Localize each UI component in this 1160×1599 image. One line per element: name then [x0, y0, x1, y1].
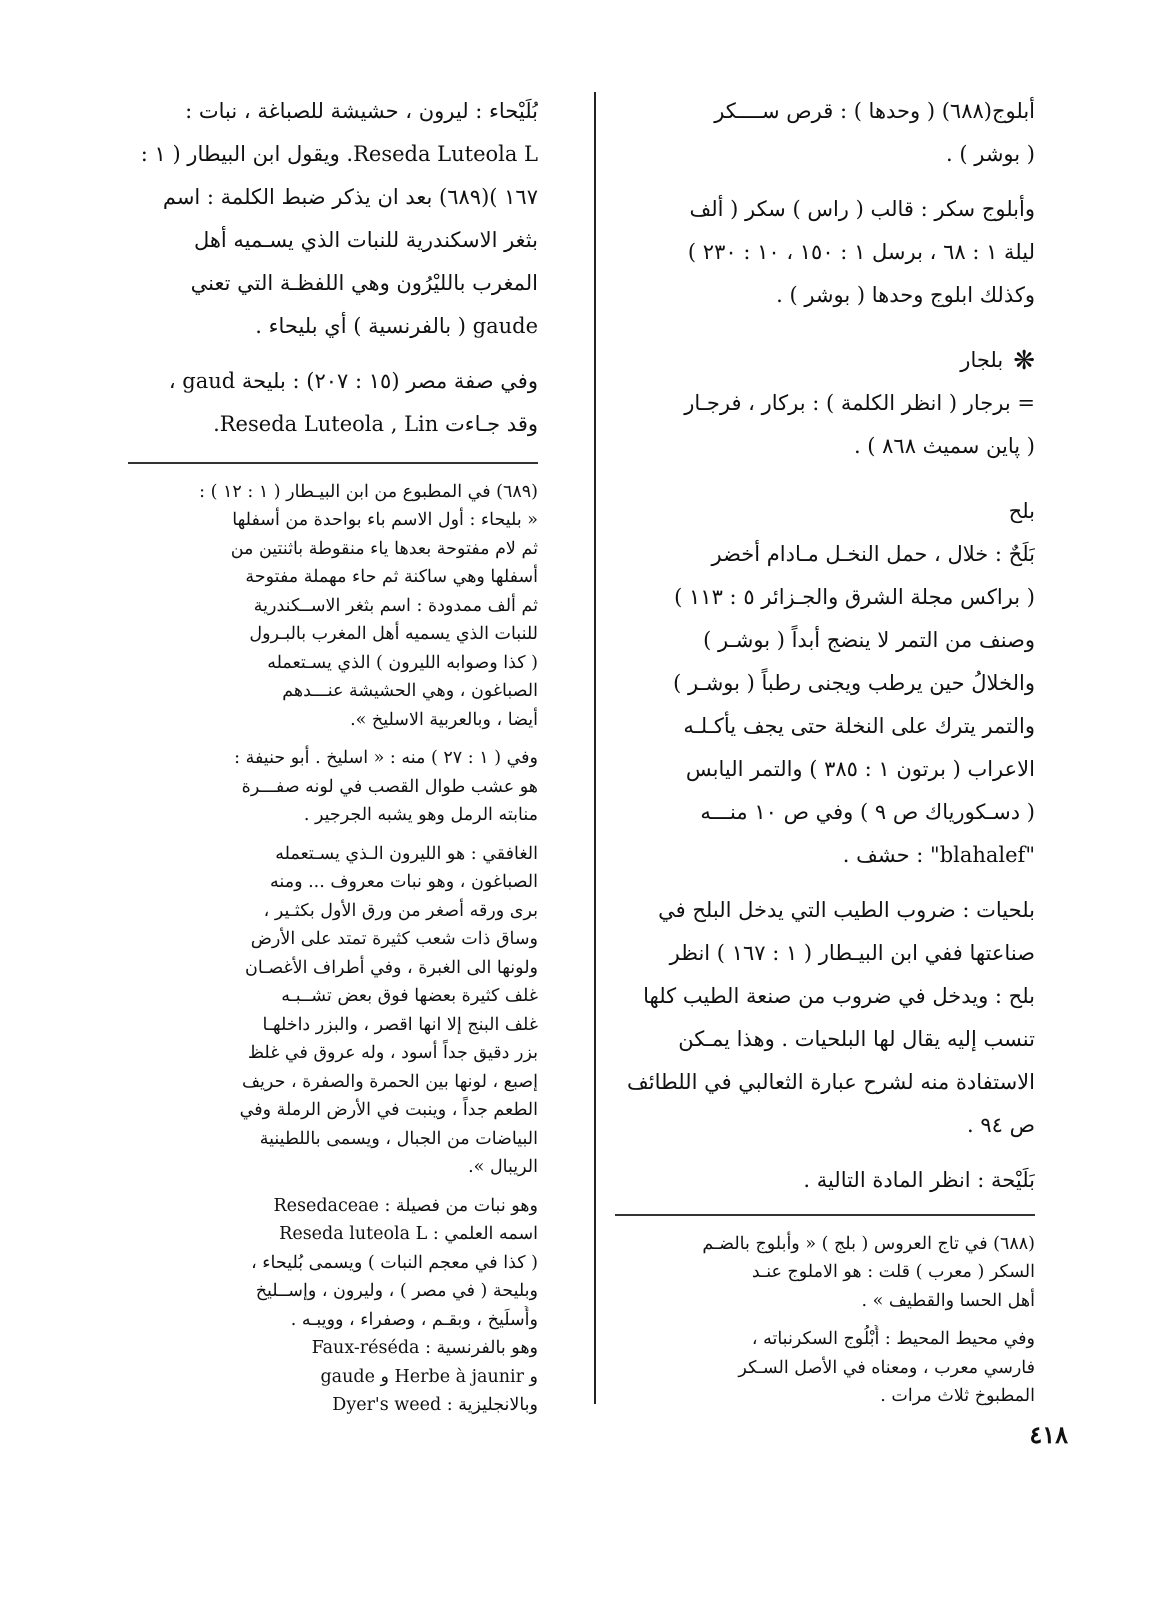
- footnote-line: (٦٨٩) في المطبوع من ابن البيـطار ( ١ : ١٢ ) :: [199, 481, 538, 502]
- footnote-line: وفي محيط المحيط : أُبْلُوج السكرنباته ،: [751, 1329, 1035, 1349]
- footnote-line: وبليحة ( في مصر ) ، وليرون ، وإســليخ: [255, 1281, 538, 1301]
- text-line: ليلة ١ : ٦٨ ، برسل ١ : ١٥٠ ، ١٠ : ٢٣٠ ): [687, 240, 1035, 264]
- asterisk-icon: ❋: [1013, 345, 1035, 376]
- footnote-line: هو عشب طوال القصب في لونه صفـــرة: [241, 776, 538, 797]
- footnote-line: وساق ذات شعب كثيرة تمتد على الأرض: [250, 929, 538, 949]
- entry-balahiyat: [615, 889, 1035, 1147]
- footnote-line: إصبع ، لونها بين الحمرة والصفرة ، حريف: [241, 1071, 538, 1092]
- text-line: والخلالُ حين يرطب ويجنى رطباً ( بوشـر ): [673, 671, 1035, 695]
- footnote-line: ولونها الى الغبرة ، وفي أطراف الأغصـان: [245, 957, 538, 978]
- footnote-line: وهو بالفرنسية : Faux-réséda: [311, 1338, 538, 1358]
- footnote-line: للنبات الذي يسميه أهل المغرب بالبـرول: [249, 624, 538, 644]
- entry-balah: [615, 490, 1035, 877]
- footnote-line: السكر ( معرب ) قلت : هو الاملوج عنـد: [751, 1262, 1035, 1282]
- footnote-line: الغافقي : هو الليرون الـذي يسـتعمله: [275, 843, 538, 864]
- entry-ablouj: [615, 90, 1035, 176]
- text-line: ( بوشر ) .: [946, 142, 1035, 166]
- footnote-line: وبالانجليزية : Dyer's weed: [332, 1395, 538, 1415]
- text-line: ( براكس مجلة الشرق والجـزائر ٥ : ١١٣ ): [674, 585, 1035, 609]
- entry-beljar: [615, 339, 1035, 468]
- entry-bulayhaa: [128, 90, 538, 348]
- footnote-689: [128, 478, 538, 735]
- footnote-line: وهو نبات من فصيلة : Resedaceae: [273, 1195, 538, 1216]
- footnote-line: المطبوخ ثلاث مرات .: [880, 1386, 1035, 1406]
- footnote-line: غلف كثيرة بعضها فوق بعض تشــبـه: [281, 986, 538, 1006]
- footnote-line: (٦٨٨) في تاج العروس ( بلج ) « وأبلوج بالضـم: [702, 1233, 1035, 1254]
- text-line: وكذلك ابلوج وحدها ( بوشر ) .: [776, 283, 1035, 307]
- footnote-689-ghafiqi: [128, 840, 538, 1182]
- footnote-line: أيضا ، وبالعربية الاسليخ ».: [350, 709, 538, 730]
- footnote-688: [615, 1230, 1035, 1316]
- text-line: الاستفادة منه لشرح عبارة الثعالبي في اللطائف: [627, 1070, 1035, 1094]
- text-line: وفي صفة مصر (١٥ : ٢٠٧) : بليحة gaud ،: [168, 369, 538, 393]
- footnote-line: البياضات من الجبال ، ويسمى باللطينية: [259, 1128, 538, 1149]
- footnote-line: الصباغون ، وهو نبات معروف ... ومنه: [270, 872, 538, 892]
- footnote-line: برى ورقه أصغر من ورق الأول بكثـير ،: [263, 900, 538, 921]
- text-line: بُلَيْحاء : ليرون ، حشيشة للصباغة ، نبات :: [185, 99, 538, 123]
- right-column: [615, 90, 1035, 1421]
- text-line: بلح : ويدخل في ضروب من صنعة الطيب كلها: [643, 984, 1035, 1008]
- text-line: أبلوج(٦٨٨) ( وحدها ) : قرص ســــكر: [714, 99, 1035, 123]
- footnote-line: و Herbe à jaunir و gaude: [320, 1366, 538, 1387]
- entry-bulayha: [615, 1159, 1035, 1202]
- footnote-line: أهل الحسا والقطيف » .: [861, 1290, 1035, 1311]
- footnote-divider: [128, 462, 538, 464]
- text-line: وصنف من التمر لا ينضج أبداً ( بوشـر ): [703, 628, 1035, 652]
- text-line: ص ٩٤ .: [967, 1113, 1035, 1137]
- footnote-689-botany: [128, 1192, 538, 1420]
- text-line: المغرب بالليْرُون وهي اللفظـة التي تعني: [190, 271, 538, 295]
- text-line: بَلَيْحة : انظر المادة التالية .: [803, 1168, 1035, 1192]
- text-line: gaude ( بالفرنسية ) أي بليحاء .: [255, 314, 538, 338]
- entry-ablouj-sukkar: [615, 188, 1035, 317]
- footnote-line: ثم لام مفتوحة بعدها ياء منقوطة باثنتين من: [230, 538, 538, 559]
- text-line: بلحيات : ضروب الطيب التي يدخل البلح في: [658, 898, 1035, 922]
- text-line: Reseda Luteola L. ويقول ابن البيطار ( ١ :: [140, 142, 538, 166]
- text-line: وأبلوج سكر : قالب ( راس ) سكر ( ألف: [689, 197, 1035, 221]
- entry-heading: بلجار: [960, 348, 1004, 372]
- text-line: والتمر يترك على النخلة حتى يجف يأكـلـه: [683, 714, 1035, 738]
- text-line: ( دسـكورياك ص ٩ ) وفي ص ١٠ منـــه: [700, 800, 1035, 824]
- footnote-line: الريبال ».: [468, 1157, 538, 1177]
- footnote-line: بزر دقيق جداً أسود ، وله عروق في غلظ: [247, 1043, 538, 1063]
- text-line: بثغر الاسكندرية للنبات الذي يسـميه أهل: [193, 228, 538, 252]
- text-line: بَلَحٌ : خلال ، حمل النخـل مـادام أخضر: [711, 542, 1035, 566]
- footnote-689-isleekh: [128, 744, 538, 830]
- entry-sifat-misr: [128, 360, 538, 446]
- entry-heading: بلح: [1008, 499, 1035, 523]
- text-line: "blahalef" : حشف .: [842, 843, 1035, 867]
- footnote-line: اسمه العلمي : Reseda luteola L: [279, 1224, 538, 1244]
- text-line: ١٦٧ )(٦٨٩) بعد ان يذكر ضبط الكلمة : اسم: [162, 185, 538, 209]
- footnote-line: أسفلها وهي ساكنة ثم حاء مهملة مفتوحة: [245, 567, 538, 587]
- footnote-line: منابته الرمل وهو يشبه الجرجير .: [303, 805, 538, 825]
- page-number: ٤١٨: [1029, 1420, 1068, 1449]
- text-line: وقد جـاءت Reseda Luteola , Lin.: [213, 412, 538, 436]
- footnote-line: وأُسلَيخ ، وبقـم ، وصفراء ، وويبـه .: [290, 1309, 538, 1330]
- footnote-line: فارسي معرب ، ومعناه في الأصل السـكر: [738, 1357, 1035, 1378]
- text-line: = برجار ( انظر الكلمة ) : بركار ، فرجـار: [684, 391, 1035, 415]
- text-line: ( پاين سميث ٨٦٨ ) .: [853, 434, 1035, 458]
- footnote-line: الطعم جداً ، وينبت في الأرض الرملة وفي: [239, 1100, 538, 1120]
- footnote-divider: [615, 1214, 1035, 1216]
- footnote-line: ( كذا وصوابه الليرون ) الذي يسـتعمله: [267, 652, 538, 673]
- left-column: [128, 90, 538, 1430]
- footnote-line: ثم ألف ممدودة : اسم بثغر الاســكندرية: [253, 595, 538, 616]
- footnote-line: وفي ( ١ : ٢٧ ) منه : « اسليخ . أبو حنيفة :: [234, 748, 538, 768]
- footnote-line: « بليحاء : أول الاسم باء بواحدة من أسفلها: [232, 510, 538, 530]
- entry-heading-row: [615, 339, 1035, 382]
- text-line: الاعراب ( برتون ١ : ٣٨٥ ) والتمر اليابس: [685, 757, 1035, 781]
- footnote-continuation: [615, 1325, 1035, 1411]
- footnote-line: ( كذا في معجم النبات ) ويسمى بُليحاء ،: [251, 1252, 538, 1273]
- text-line: صناعتها ففي ابن البيـطار ( ١ : ١٦٧ ) انظر: [669, 941, 1035, 965]
- footnote-line: الصباغون ، وهي الحشيشة عنـــدهم: [282, 681, 538, 701]
- text-line: تنسب إليه يقال لها البلحيات . وهذا يمـكن: [678, 1027, 1035, 1051]
- footnote-line: غلف البنج إلا انها اقصر ، والبزر داخلهـا: [262, 1014, 538, 1035]
- column-divider: [594, 92, 596, 1404]
